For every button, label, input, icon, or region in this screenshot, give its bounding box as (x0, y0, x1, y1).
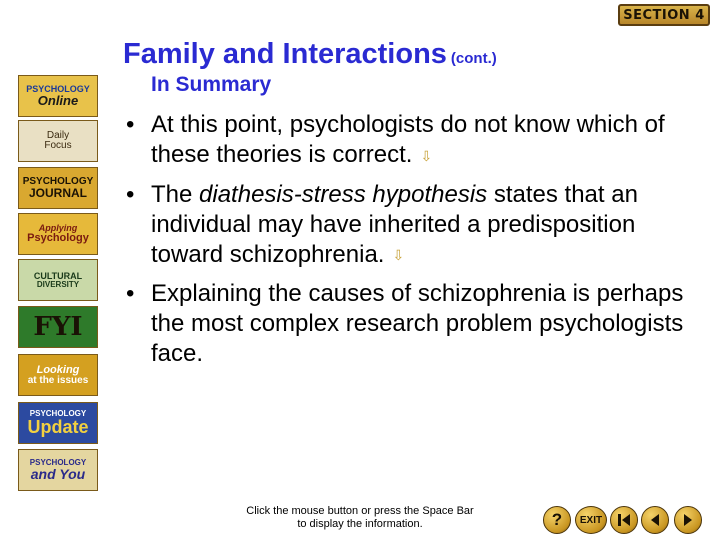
triangle-right-icon (681, 513, 695, 527)
exit-button[interactable] (575, 506, 607, 534)
bullet-list (124, 110, 704, 378)
list-item (124, 110, 704, 171)
footer-instruction-line1: Click the mouse button or press the Space Bar (246, 505, 474, 517)
down-arrow-icon: ⇩ (392, 247, 405, 264)
sidebar-item-daily-focus[interactable] (18, 120, 98, 162)
bullet-text: At this point, psychologists do not know which of these theories is correct. (151, 111, 665, 168)
sidebar-item-label-bottom: JOURNAL (28, 186, 87, 200)
footer-instruction-line2: to display the information. (297, 518, 423, 530)
sidebar-item-applying-psychology[interactable] (18, 213, 98, 255)
page-title-text: Family and Interactions (123, 38, 447, 70)
sidebar-item-label-bottom: Focus (44, 140, 72, 151)
section-badge (618, 4, 710, 26)
sidebar-item-label-bottom: Online (37, 93, 79, 108)
page-title-suffix: (cont.) (450, 50, 497, 67)
sidebar-item-label-top: PSYCHOLOGY (29, 409, 87, 418)
sidebar-item-label-bottom: and You (30, 466, 86, 482)
bullet-dot: • (126, 180, 135, 208)
sidebar-item-label-top: PSYCHOLOGY (22, 176, 94, 187)
exit-label: EXIT (579, 514, 603, 526)
sidebar-item-cultural-diversity[interactable] (18, 259, 98, 301)
sidebar-item-psychology-online[interactable] (18, 75, 98, 117)
first-slide-button[interactable] (610, 506, 638, 534)
bullet-text-continued: states that an individual may have inherited a predisposition toward schizophrenia. (151, 180, 638, 268)
sidebar-item-psychology-journal[interactable] (18, 167, 98, 209)
sidebar-item-label-bottom: at the issues (27, 374, 89, 386)
sidebar-item-label-bottom: Update (27, 417, 89, 437)
page-title (123, 38, 497, 71)
sidebar-item-label-top: Daily (46, 130, 70, 141)
footer-instruction (220, 505, 500, 531)
sidebar-item-label-top: FYI (33, 312, 83, 342)
sidebar-item-label-top: PSYCHOLOGY (29, 458, 87, 467)
sidebar-item-label-bottom: DIVERSITY (36, 279, 80, 289)
help-button[interactable] (543, 506, 571, 534)
triangle-left-icon (648, 513, 662, 527)
next-slide-button[interactable] (674, 506, 702, 534)
section-label: SECTION 4 (623, 7, 705, 23)
bullet-dot: • (126, 111, 135, 138)
sidebar-item-label-top: Looking (36, 363, 80, 376)
list-item (124, 279, 704, 369)
previous-slide-button[interactable] (641, 506, 669, 534)
sidebar-item-label-top: Applying (38, 223, 78, 233)
bullet-text: Explaining the causes of schizophrenia is perhaps the most complex research problem psychologists face. (151, 280, 684, 368)
down-arrow-icon: ⇩ (420, 147, 433, 164)
help-icon: ? (551, 510, 563, 529)
sidebar-item-fyi[interactable] (18, 306, 98, 348)
sidebar-item-label-top: PSYCHOLOGY (26, 84, 90, 94)
sidebar-item-psychology-and-you[interactable] (18, 449, 98, 491)
sidebar-item-label-top: CULTURAL (33, 270, 83, 281)
sidebar-item-psychology-update[interactable] (18, 402, 98, 444)
page-subtitle: In Summary (151, 73, 272, 96)
bullet-italic-term: diathesis-stress hypothesis (199, 180, 488, 208)
bullet-text: The (151, 180, 200, 208)
list-item (124, 180, 704, 271)
bullet-dot: • (126, 280, 135, 308)
sidebar-item-looking-at-the-issues[interactable] (18, 354, 98, 396)
sidebar-item-label-bottom: Psychology (27, 232, 89, 244)
skip-back-icon (616, 513, 632, 527)
